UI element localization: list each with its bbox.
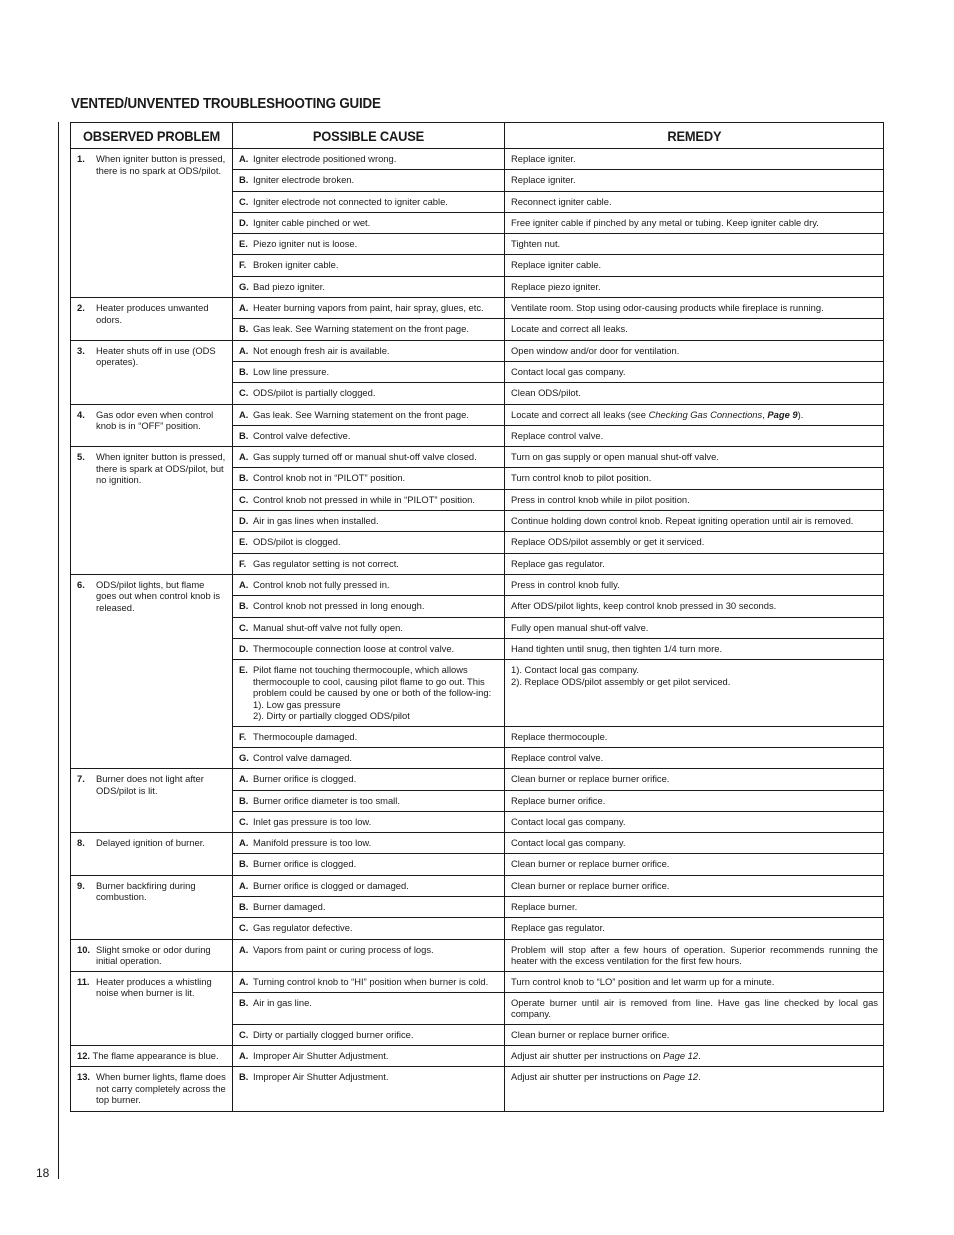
cause-cell: B. Igniter electrode broken. [233, 170, 505, 191]
remedy-cell: Replace gas regulator. [505, 553, 884, 574]
cause-cell: A. Gas leak. See Warning statement on the front page. [233, 404, 505, 425]
problem-cell: 13. When burner lights, flame does not carry completely across the top burner. [71, 1067, 233, 1112]
cause-cell: A. Igniter electrode positioned wrong. [233, 149, 505, 170]
cause-cell: C. Igniter electrode not connected to igniter cable. [233, 191, 505, 212]
table-row [71, 1046, 884, 1067]
table-row [71, 769, 884, 790]
remedy-cell: Operate burner until air is removed from line. Have gas line checked by local gas company. [505, 992, 884, 1024]
remedy-cell: Replace igniter cable. [505, 255, 884, 276]
cause-cell: D. Igniter cable pinched or wet. [233, 212, 505, 233]
cause-cell: A. Improper Air Shutter Adjustment. [233, 1046, 505, 1067]
table-row [71, 574, 884, 595]
cause-cell: B. Low line pressure. [233, 361, 505, 382]
remedy-cell: Clean burner or replace burner orifice. [505, 875, 884, 896]
cause-cell: E. Piezo igniter nut is loose. [233, 234, 505, 255]
cause-cell: B. Control valve defective. [233, 425, 505, 446]
remedy-cell: Problem will stop after a few hours of operation. Superior recommends running the heater with the excess ventilation for the first few hours. [505, 939, 884, 971]
problem-cell: 5. When igniter button is pressed, there is spark at ODS/pilot, but no ignition. [71, 447, 233, 575]
remedy-cell: Replace control valve. [505, 747, 884, 768]
remedy-cell: Tighten nut. [505, 234, 884, 255]
cause-cell: A. Turning control knob to “HI” position when burner is cold. [233, 971, 505, 992]
problem-cell: 11. Heater produces a whistling noise when burner is lit. [71, 971, 233, 1046]
cause-cell: B. Control knob not in “PILOT” position. [233, 468, 505, 489]
cause-cell: B. Gas leak. See Warning statement on the front page. [233, 319, 505, 340]
remedy-cell: Clean ODS/pilot. [505, 383, 884, 404]
cause-cell: B. Burner orifice diameter is too small. [233, 790, 505, 811]
problem-cell: 3. Heater shuts off in use (ODS operates). [71, 340, 233, 404]
remedy-cell: Locate and correct all leaks (see Checking Gas Connections, Page 9). [505, 404, 884, 425]
cause-cell: F. Thermocouple damaged. [233, 726, 505, 747]
remedy-cell: Ventilate room. Stop using odor-causing products while fireplace is running. [505, 298, 884, 319]
cause-cell: B. Air in gas line. [233, 992, 505, 1024]
remedy-cell: Open window and/or door for ventilation. [505, 340, 884, 361]
cause-cell: G. Bad piezo igniter. [233, 276, 505, 297]
margin-rule [58, 122, 59, 1179]
cause-cell: G. Control valve damaged. [233, 747, 505, 768]
table-row [71, 340, 884, 361]
remedy-cell: After ODS/pilot lights, keep control knob pressed in 30 seconds. [505, 596, 884, 617]
table-row [71, 833, 884, 854]
page-title: VENTED/UNVENTED TROUBLESHOOTING GUIDE [71, 96, 381, 112]
cause-cell: C. ODS/pilot is partially clogged. [233, 383, 505, 404]
cause-cell: F. Broken igniter cable. [233, 255, 505, 276]
problem-cell: 2. Heater produces unwanted odors. [71, 298, 233, 341]
cause-cell: A. Control knob not fully pressed in. [233, 574, 505, 595]
cause-cell: B. Improper Air Shutter Adjustment. [233, 1067, 505, 1112]
cause-cell: C. Manual shut-off valve not fully open. [233, 617, 505, 638]
problem-cell: 10. Slight smoke or odor during initial operation. [71, 939, 233, 971]
remedy-cell: Replace igniter. [505, 170, 884, 191]
remedy-cell: Replace gas regulator. [505, 918, 884, 939]
header-observed-problem: OBSERVED PROBLEM [71, 123, 233, 149]
remedy-cell: Clean burner or replace burner orifice. [505, 854, 884, 875]
cause-cell: A. Heater burning vapors from paint, hair spray, glues, etc. [233, 298, 505, 319]
cause-cell: C. Inlet gas pressure is too low. [233, 811, 505, 832]
cause-cell: C. Gas regulator defective. [233, 918, 505, 939]
remedy-cell: Press in control knob while in pilot position. [505, 489, 884, 510]
cause-cell: F. Gas regulator setting is not correct. [233, 553, 505, 574]
table-row [71, 447, 884, 468]
remedy-cell: Turn control knob to pilot position. [505, 468, 884, 489]
table-row [71, 404, 884, 425]
cause-cell: D. Air in gas lines when installed. [233, 511, 505, 532]
remedy-cell: Adjust air shutter per instructions on Page 12. [505, 1067, 884, 1112]
remedy-cell: Clean burner or replace burner orifice. [505, 769, 884, 790]
header-remedy: REMEDY [505, 123, 884, 149]
cause-cell: A. Burner orifice is clogged. [233, 769, 505, 790]
remedy-cell: Continue holding down control knob. Repeat igniting operation until air is removed. [505, 511, 884, 532]
table-row [71, 1067, 884, 1112]
table-row [71, 149, 884, 170]
problem-cell: 12. The flame appearance is blue. [71, 1046, 233, 1067]
cause-cell: E. Pilot flame not touching thermocouple, which allows thermocouple to cool, causing pilot flame to go out. This problem could be caused by one or both of the follow-ing: 1). Low gas pressure 2). Dirty or partially clogged ODS/pilot [233, 660, 505, 727]
remedy-cell: Replace igniter. [505, 149, 884, 170]
cause-cell: B. Burner orifice is clogged. [233, 854, 505, 875]
page-reference: Checking Gas Connections [648, 408, 763, 420]
problem-cell: 8. Delayed ignition of burner. [71, 833, 233, 876]
remedy-cell: Locate and correct all leaks. [505, 319, 884, 340]
remedy-cell: Replace ODS/pilot assembly or get it serviced. [505, 532, 884, 553]
table-row [71, 939, 884, 971]
remedy-cell: 1). Contact local gas company. 2). Replace ODS/pilot assembly or get pilot serviced. [505, 660, 884, 727]
cause-cell: D. Thermocouple connection loose at control valve. [233, 638, 505, 659]
remedy-cell: Reconnect igniter cable. [505, 191, 884, 212]
problem-cell: 6. ODS/pilot lights, but flame goes out when control knob is released. [71, 574, 233, 768]
table-row [71, 298, 884, 319]
page-reference: Page 9 [767, 408, 798, 420]
problem-cell: 9. Burner backfiring during combustion. [71, 875, 233, 939]
remedy-cell: Hand tighten until snug, then tighten 1/4 turn more. [505, 638, 884, 659]
cause-cell: C. Dirty or partially clogged burner orifice. [233, 1024, 505, 1045]
cause-cell: A. Gas supply turned off or manual shut-off valve closed. [233, 447, 505, 468]
cause-cell: A. Vapors from paint or curing process of logs. [233, 939, 505, 971]
remedy-cell: Contact local gas company. [505, 811, 884, 832]
table-row [71, 875, 884, 896]
cause-cell: A. Manifold pressure is too low. [233, 833, 505, 854]
table-row [71, 971, 884, 992]
remedy-cell: Contact local gas company. [505, 833, 884, 854]
remedy-cell: Contact local gas company. [505, 361, 884, 382]
problem-cell: 7. Burner does not light after ODS/pilot is lit. [71, 769, 233, 833]
page-reference: Page 12 [663, 1071, 699, 1083]
remedy-cell: Replace thermocouple. [505, 726, 884, 747]
remedy-cell: Turn on gas supply or open manual shut-off valve. [505, 447, 884, 468]
remedy-cell: Free igniter cable if pinched by any metal or tubing. Keep igniter cable dry. [505, 212, 884, 233]
cause-cell: B. Burner damaged. [233, 897, 505, 918]
remedy-cell: Fully open manual shut-off valve. [505, 617, 884, 638]
problem-cell: 4. Gas odor even when control knob is in “OFF” position. [71, 404, 233, 447]
remedy-cell: Replace piezo igniter. [505, 276, 884, 297]
remedy-cell: Replace burner. [505, 897, 884, 918]
table-header-row [71, 123, 884, 149]
remedy-cell: Replace burner orifice. [505, 790, 884, 811]
cause-cell: A. Burner orifice is clogged or damaged. [233, 875, 505, 896]
cause-cell: C. Control knob not pressed in while in “PILOT” position. [233, 489, 505, 510]
cause-cell: B. Control knob not pressed in long enough. [233, 596, 505, 617]
remedy-cell: Adjust air shutter per instructions on Page 12. [505, 1046, 884, 1067]
remedy-cell: Clean burner or replace burner orifice. [505, 1024, 884, 1045]
remedy-cell: Press in control knob fully. [505, 574, 884, 595]
header-possible-cause: POSSIBLE CAUSE [233, 123, 505, 149]
page-reference: Page 12 [663, 1050, 699, 1062]
troubleshooting-table [70, 122, 884, 1112]
remedy-cell: Replace control valve. [505, 425, 884, 446]
cause-cell: A. Not enough fresh air is available. [233, 340, 505, 361]
problem-cell: 1. When igniter button is pressed, there is no spark at ODS/pilot. [71, 149, 233, 298]
cause-cell: E. ODS/pilot is clogged. [233, 532, 505, 553]
page-number: 18 [36, 1166, 50, 1180]
remedy-cell: Turn control knob to “LO” position and let warm up for a minute. [505, 971, 884, 992]
